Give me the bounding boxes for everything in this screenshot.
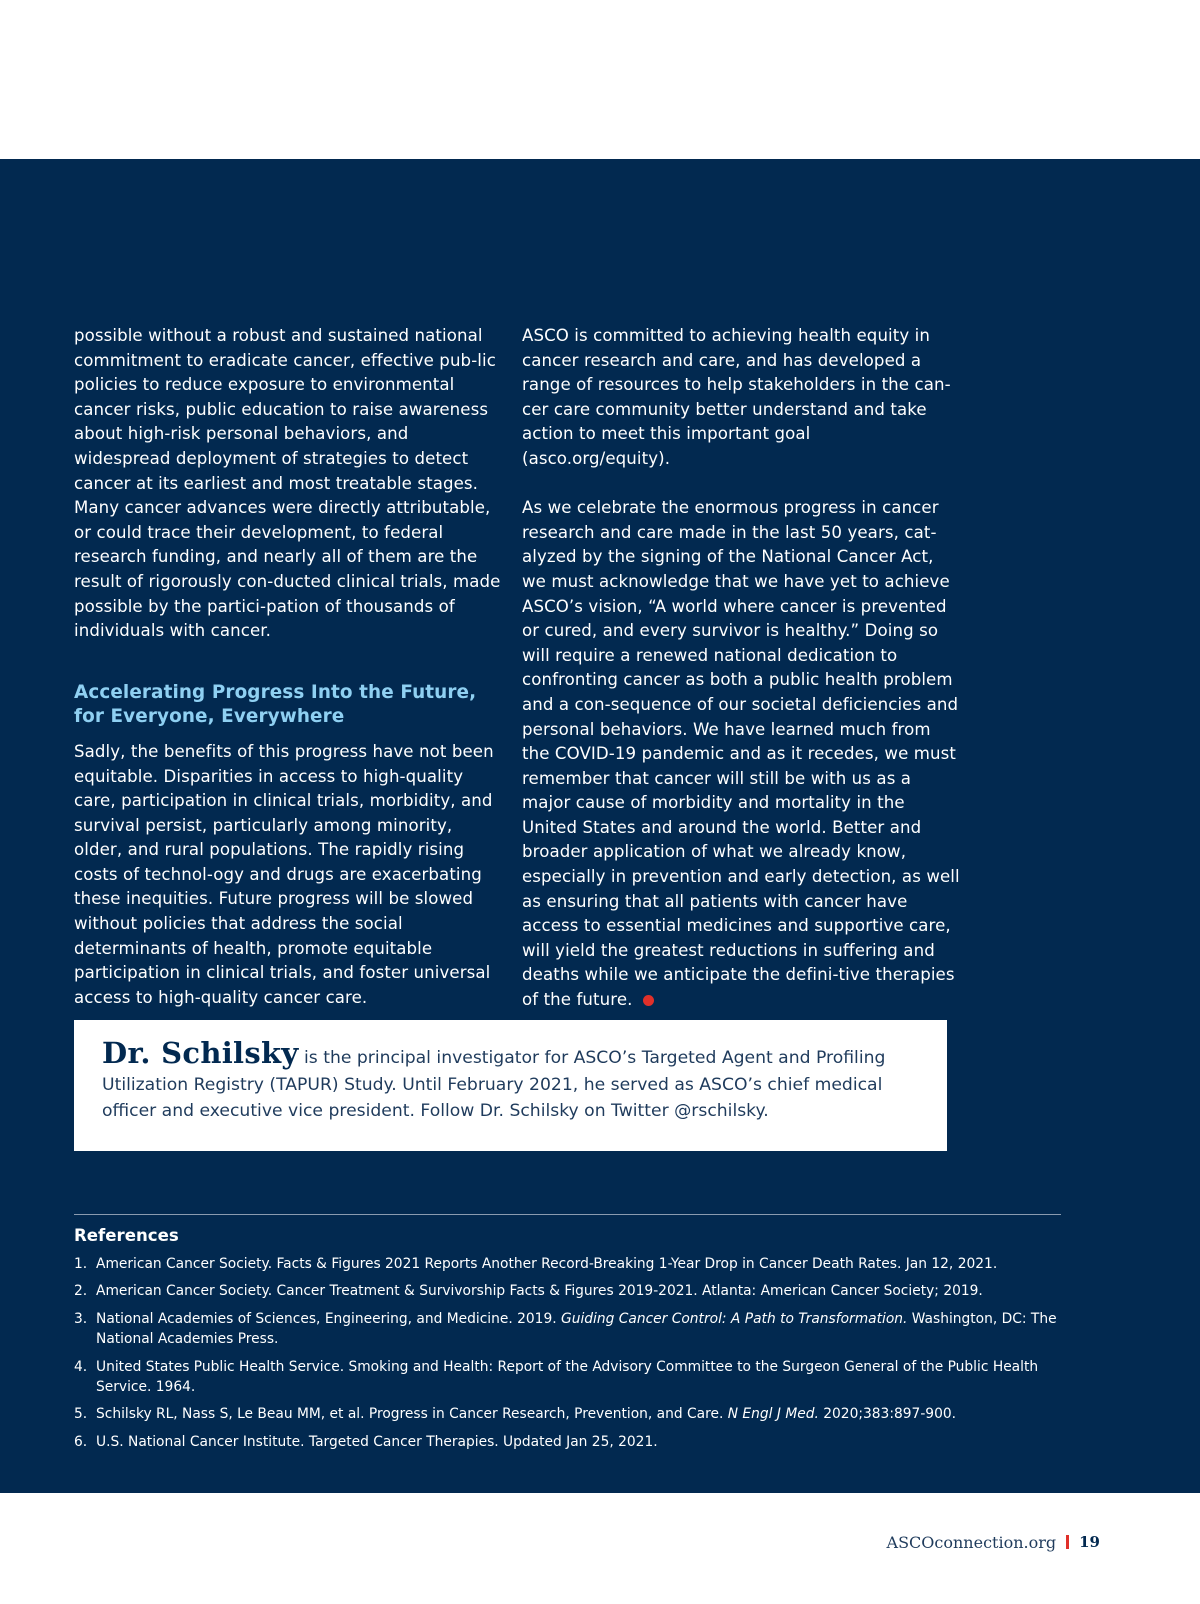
right-column: [522, 324, 962, 1013]
page-number: 19: [1079, 1533, 1100, 1551]
reference-number: 1.: [74, 1256, 88, 1272]
closing-paragraph: [522, 496, 962, 1012]
author-bio-text: is the principal investigator for ASCO’s Targeted Agent and Profiling Utilization Registry (TAPUR) Study. Until February 2021, he served as ASCO’s chief medical officer and executive vice president. Follow Dr. Schilsky on Twitter @rschilsky.: [102, 1048, 886, 1122]
reference-text: 2020;383:897-900.: [818, 1406, 957, 1423]
reference-text: United States Public Health Service. Smoking and Health: Report of the Advisory Committee to the Surgeon General of the Public Health Service. 1964.: [96, 1358, 1039, 1396]
page-footer: [887, 1528, 1100, 1556]
reference-item: [74, 1309, 1064, 1350]
spacer: [74, 644, 504, 681]
reference-text: National Academies of Sciences, Engineering, and Medicine. 2019.: [96, 1310, 562, 1327]
references-section: [74, 1224, 1064, 1459]
section-subheading: Accelerating Progress Into the Future, for Everyone, Everywhere: [74, 681, 477, 728]
author-name: Dr. Schilsky: [102, 1036, 299, 1070]
reference-item: [74, 1254, 1064, 1274]
left-column: [74, 324, 504, 1010]
reference-number: 2.: [74, 1283, 88, 1300]
reference-text: U.S. National Cancer Institute. Targeted Cancer Therapies. Updated Jan 25, 2021.: [96, 1433, 658, 1450]
equity-paragraph: Sadly, the benefits of this progress have not been equitable. Disparities in access to high-quality care, participation in clinical trials, morbidity, and survival persist, particularly among minority, older, and rural populations. The rapidly rising costs of technol-ogy and drugs are exacerbating these inequities. Future progress will be slowed without policies that address the social determinants of health, promote equitable participation in clinical trials, and foster universal access to high-quality cancer care.: [74, 741, 494, 1007]
author-bio-box: [74, 1020, 947, 1151]
reference-item: [74, 1357, 1064, 1398]
intro-paragraph: possible without a robust and sustained national commitment to eradicate cancer, effective pub-lic policies to reduce exposure to environmental cancer risks, public education to raise awareness about high-risk personal behaviors, and widespread deployment of strategies to detect cancer at its earliest and most treatable stages. Many cancer advances were directly attributable, or could trace their development, to federal research funding, and nearly all of them are the result of rigorously con-ducted clinical trials, made possible by the partici-pation of thousands of individuals with cancer.: [74, 326, 501, 641]
reference-text: American Cancer Society. Cancer Treatment & Survivorship Facts & Figures 2019-2021. Atlanta: American Cancer Society; 2019.: [96, 1283, 983, 1300]
reference-number: 5.: [74, 1406, 88, 1423]
closing-paragraph-text: As we celebrate the enormous progress in cancer research and care made in the last 50 years, cat-alyzed by the signing of the National Cancer Act, we must acknowledge that we have yet to achieve ASCO’s vision, “A world where cancer is prevented or cured, and every survivor is healthy.” Doing so will require a renewed national dedication to confronting cancer as both a public health problem and a con-sequence of our societal deficiencies and personal behaviors. We have learned much from the COVID-19 pandemic and as it recedes, we must remember that cancer will still be with us as a major cause of morbidity and mortality in the United States and around the world. Better and broader application of what we already know, especially in prevention and early detection, as well as ensuring that all patients with cancer have access to essential medicines and supportive care, will yield the greatest reductions in suffering and deaths while we anticipate the defini-tive therapies of the future.: [522, 498, 960, 1010]
spacer: [522, 472, 962, 497]
end-mark-icon: [643, 995, 654, 1006]
reference-text: American Cancer Society. Facts & Figures 2021 Reports Another Record-Breaking 1-Year Drop in Cancer Death Rates. Jan 12, 2021.: [96, 1256, 998, 1272]
reference-journal-italic: N Engl J Med.: [727, 1406, 819, 1423]
reference-number: 6.: [74, 1433, 88, 1450]
reference-number: 3.: [74, 1310, 88, 1327]
reference-item: [74, 1404, 1064, 1424]
reference-item: [74, 1281, 1064, 1301]
reference-text: Washington, DC: The National Academies Press.: [96, 1310, 1057, 1348]
reference-item: [74, 1432, 1064, 1452]
reference-number: 4.: [74, 1358, 88, 1375]
footer-divider: [1066, 1535, 1069, 1549]
reference-text: Schilsky RL, Nass S, Le Beau MM, et al. Progress in Cancer Research, Prevention, and Care.: [96, 1406, 728, 1423]
asco-equity-paragraph: ASCO is committed to achieving health equity in cancer research and care, and has developed a range of resources to help stakeholders in the can-cer care community better understand and take action to meet this important goal (asco.org/equity).: [522, 326, 951, 468]
references-title: References: [74, 1226, 179, 1245]
reference-title-italic: Guiding Cancer Control: A Path to Transformation.: [561, 1310, 908, 1327]
references-divider: [74, 1214, 1061, 1215]
footer-site-name: ASCOconnection.org: [886, 1532, 1057, 1552]
